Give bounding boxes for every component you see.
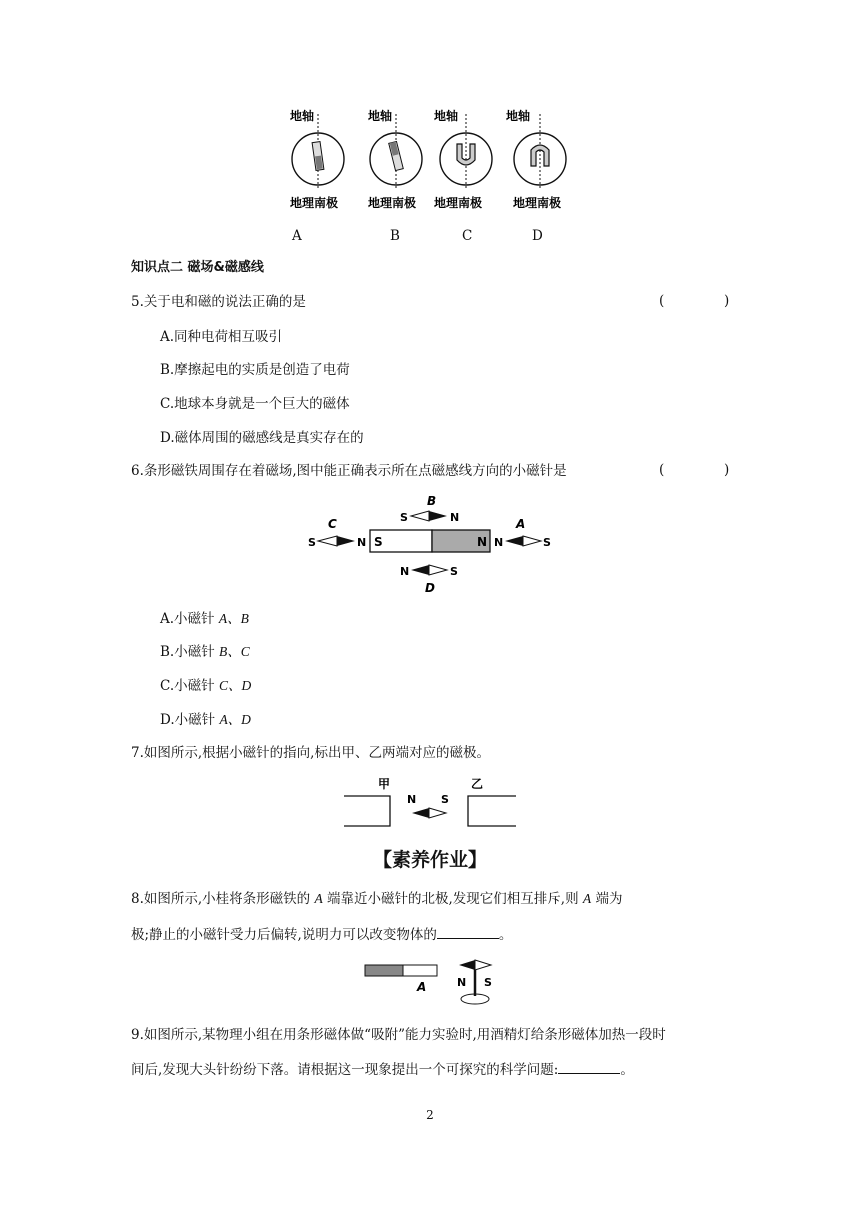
q6-option-a-letters: A、B — [218, 611, 249, 626]
q9-line1: 9.如图所示,某物理小组在用条形磁体做“吸附”能力实验时,用酒精灯给条形磁体加热一段时 — [131, 1027, 666, 1043]
q9-line2-end: 。 — [620, 1062, 634, 1078]
magnet-yi — [468, 796, 516, 826]
globe-option-a: A — [292, 228, 302, 244]
needle-b-right: N — [450, 511, 460, 524]
q7-needle-s: S — [441, 793, 449, 806]
section-heading-homework: 【素养作业】 — [372, 849, 487, 871]
q7-needle-n: N — [407, 793, 417, 806]
q8-needle-south — [475, 960, 491, 970]
needle-c-name: C — [328, 517, 337, 531]
q5-paren-close: ) — [724, 293, 730, 309]
bar-magnet-figure — [300, 490, 560, 600]
q8-magnet-light — [403, 965, 437, 976]
pole-label-d: 地理南极 — [513, 196, 562, 210]
q6-option-a-prefix: A.小磁针 — [160, 611, 219, 627]
needle-c-left: S — [308, 536, 316, 549]
needle-a — [494, 517, 551, 549]
globe-figure-svg — [280, 104, 580, 216]
q8-var-a2: A — [582, 891, 592, 906]
q6-option-c-prefix: C.小磁针 — [160, 678, 219, 694]
q8-magnet-label: A — [417, 980, 427, 994]
axis-label-c: 地轴 — [434, 109, 459, 123]
needle-a-name: A — [516, 517, 526, 531]
axis-label-d: 地轴 — [506, 109, 531, 123]
q9-line2-text: 间后,发现大头针纷纷下落。请根据这一现象提出一个可探究的科学问题: — [131, 1062, 559, 1078]
q5-paren-open: ( — [659, 293, 665, 309]
q9-line2 — [131, 1059, 634, 1080]
q7-needle-north-half — [412, 808, 429, 818]
magnet-jia — [344, 796, 390, 826]
q8-line2-text: 极;静止的小磁针受力后偏转,说明力可以改变物体的 — [131, 927, 437, 943]
q5-option-c: C.地球本身就是一个巨大的磁体 — [160, 396, 350, 412]
q6-paren-open: ( — [659, 462, 665, 478]
needle-b-left: S — [400, 511, 408, 524]
label-yi: 乙 — [471, 777, 484, 791]
needle-a-left: N — [494, 536, 504, 549]
q8-line2-end: 。 — [498, 927, 513, 943]
globe-option-d: D — [532, 228, 543, 244]
globe-d — [506, 108, 566, 210]
needle-d-right: S — [450, 565, 458, 578]
pole-label-c: 地理南极 — [434, 196, 483, 210]
q8-answer-blank[interactable] — [437, 924, 499, 939]
q8-line1-b: 端靠近小磁针的北极,发现它们相互排斥,则 — [327, 891, 579, 907]
pole-label-a: 地理南极 — [290, 196, 339, 210]
needle-c-right: N — [357, 536, 367, 549]
q7-needle-south-half — [429, 808, 446, 818]
needle-d-name: D — [425, 581, 435, 595]
q6-stem: 6.条形磁铁周围存在着磁场,图中能正确表示所在点磁感线方向的小磁针是 — [131, 463, 567, 479]
q5-option-b: B.摩擦起电的实质是创造了电荷 — [160, 362, 350, 378]
q8-line1-c: 端为 — [595, 891, 623, 907]
q6-option-b — [160, 642, 250, 662]
globe-option-b: B — [390, 228, 400, 244]
q8-line1 — [131, 889, 731, 909]
q5-option-d: D.磁体周围的磁感线是真实存在的 — [160, 430, 364, 446]
label-jia: 甲 — [378, 777, 391, 791]
needle-b-name: B — [427, 494, 437, 508]
section-heading-magnetic-field: 知识点二 磁场&磁感线 — [131, 260, 264, 275]
q5-stem: 5.关于电和磁的说法正确的是 — [131, 294, 306, 310]
q6-option-d — [160, 710, 251, 730]
q6-option-a — [160, 609, 249, 629]
q8-figure — [362, 956, 502, 1008]
page-number: 2 — [426, 1108, 434, 1122]
globe-c — [434, 108, 492, 210]
q8-magnet-dark — [365, 965, 403, 976]
magnet-n-pole: N — [477, 535, 488, 549]
q8-needle-s: S — [484, 976, 492, 989]
needle-c — [308, 517, 366, 549]
globe-b — [368, 108, 422, 210]
pole-label-b: 地理南极 — [368, 196, 417, 210]
q8-var-a1: A — [314, 891, 323, 906]
q6-option-b-letters: B、C — [219, 644, 250, 659]
q6-option-d-letters: A、D — [219, 712, 251, 727]
globe-option-c: C — [462, 228, 473, 244]
q6-option-c — [160, 676, 251, 696]
q7-figure — [340, 772, 520, 832]
needle-a-right: S — [543, 536, 551, 549]
q8-needle-n: N — [457, 976, 467, 989]
q8-line1-a: 8.如图所示,小桂将条形磁铁的 — [131, 891, 311, 907]
q7-stem: 7.如图所示,根据小磁针的指向,标出甲、乙两端对应的磁极。 — [131, 745, 490, 761]
needle-d — [400, 565, 458, 595]
q6-option-d-prefix: D.小磁针 — [160, 712, 220, 728]
q6-paren-close: ) — [724, 462, 730, 478]
q6-option-c-letters: C、D — [218, 678, 252, 693]
needle-b — [400, 494, 459, 524]
q8-line2 — [131, 924, 512, 945]
globe-a — [290, 108, 344, 210]
needle-d-left: N — [400, 565, 410, 578]
axis-label-a: 地轴 — [290, 109, 315, 123]
magnet-s-pole: S — [374, 535, 383, 549]
q6-option-b-prefix: B.小磁针 — [160, 644, 220, 660]
q9-answer-blank[interactable] — [558, 1059, 620, 1074]
q5-option-a: A.同种电荷相互吸引 — [160, 329, 283, 345]
q8-needle-north — [459, 960, 475, 970]
axis-label-b: 地轴 — [368, 109, 393, 123]
